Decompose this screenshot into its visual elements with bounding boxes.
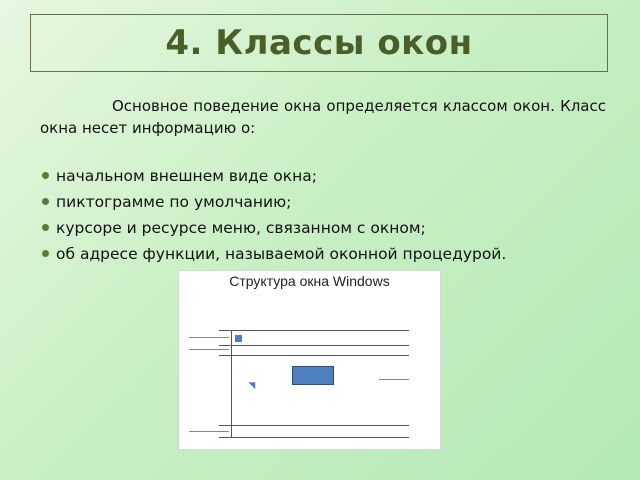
intro-paragraph: Основное поведение окна определяется классом окон. Класс окна несет информацию о: — [40, 97, 606, 137]
pointer-line — [189, 337, 229, 338]
pointer-line — [189, 349, 229, 350]
bullet-item: курсоре и ресурсе меню, связанном с окном; — [40, 215, 620, 241]
pointer-line — [189, 431, 229, 432]
slide-title: 4. Классы окон — [165, 23, 473, 63]
figure-title: Структура окна Windows — [229, 273, 390, 289]
bullet-list — [40, 163, 620, 267]
window-structure-figure — [178, 270, 441, 450]
client-area-rect — [292, 366, 334, 385]
cursor-icon — [248, 379, 259, 390]
bullet-item: начальном внешнем виде окна; — [40, 163, 620, 189]
bottom-line — [219, 437, 409, 438]
left-border-line — [231, 330, 232, 437]
title-bar-line — [219, 330, 409, 331]
menu-bar-line — [219, 345, 409, 346]
bullet-item: пиктограмме по умолчанию; — [40, 189, 620, 215]
bullet-item: об адресе функции, называемой оконной процедурой. — [40, 241, 620, 267]
client-top-line — [219, 355, 409, 356]
title-box — [30, 14, 608, 72]
pointer-line — [379, 379, 409, 380]
system-menu-icon — [235, 335, 242, 342]
status-bar-line — [219, 425, 409, 426]
